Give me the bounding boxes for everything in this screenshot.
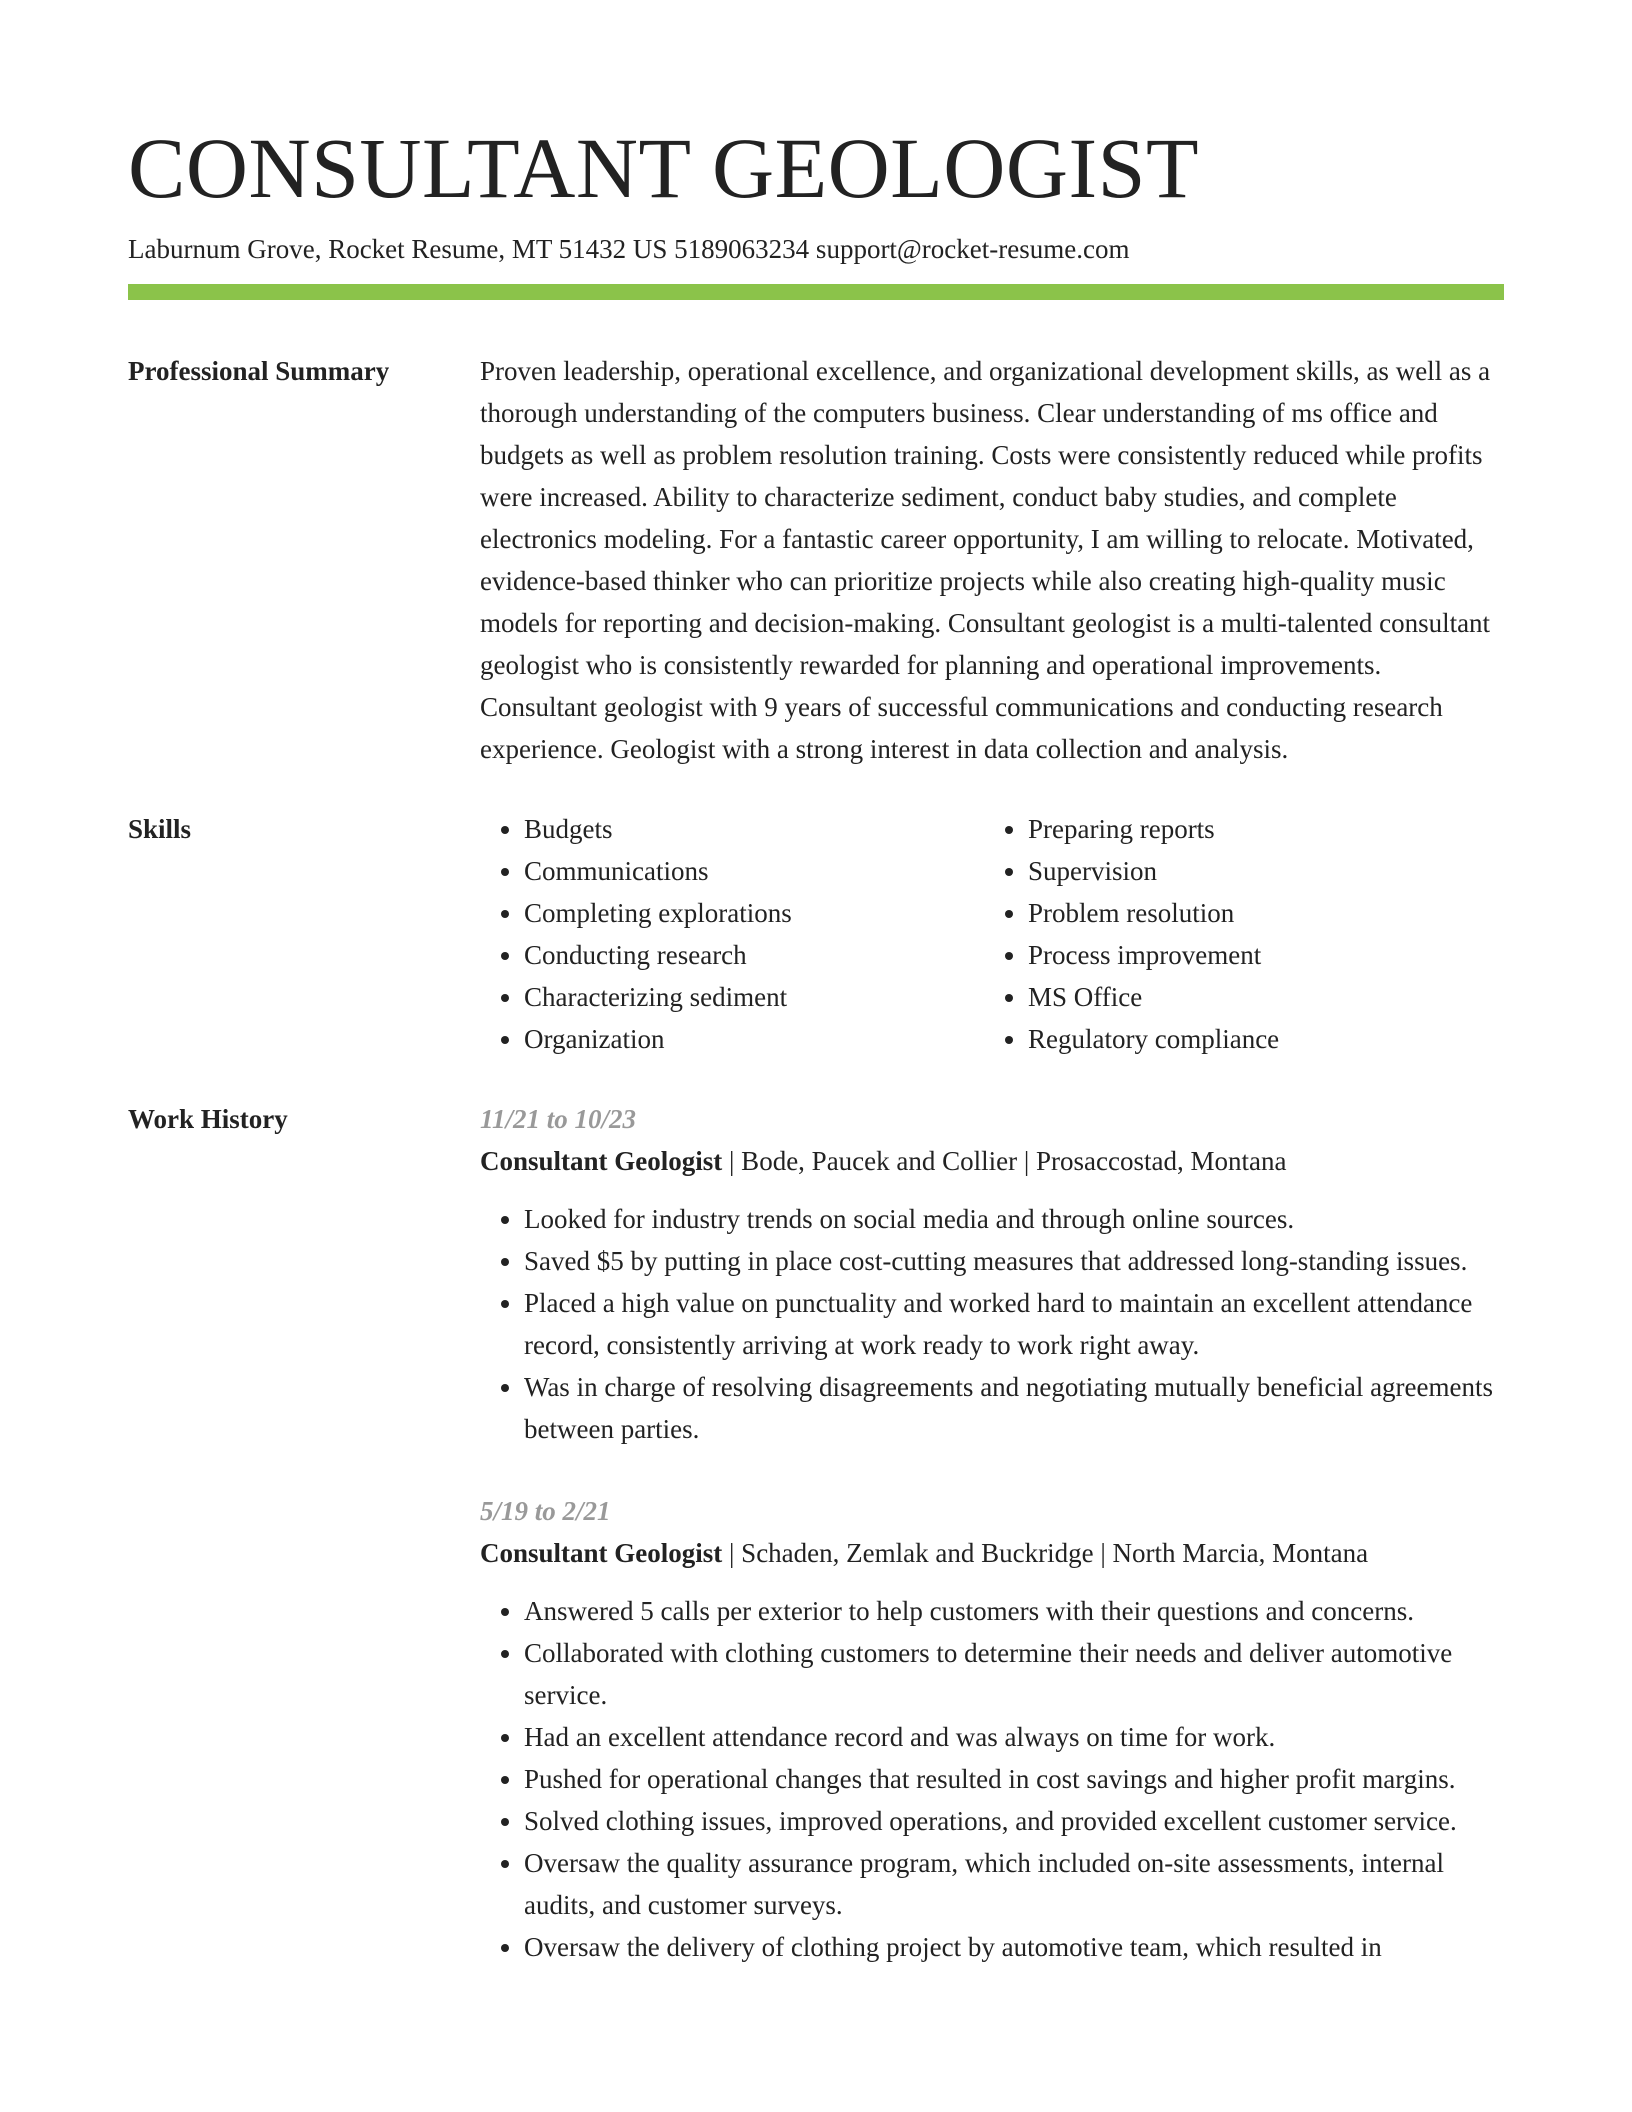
summary-section [128, 350, 1504, 770]
skill-item: • Preparing reports [1028, 808, 1488, 850]
job-bullets [480, 1590, 1504, 1968]
skills-list-right [984, 808, 1488, 1060]
job-dates: 11/21 to 10/23 [480, 1104, 637, 1134]
job-header [480, 1532, 1504, 1574]
job-header [480, 1140, 1504, 1182]
skill-item: • Communications [524, 850, 984, 892]
skills-title: Skills [128, 814, 192, 844]
job-bullet: • Solved clothing issues, improved operations, and provided excellent customer service. [524, 1800, 1504, 1842]
work-history-section [128, 1098, 1504, 2008]
job-title: Consultant Geologist [480, 1538, 723, 1568]
summary-text: Proven leadership, operational excellence, and organizational development skills, as well as a thorough understanding of the computers business. Clear understanding of ms office and budgets as well as problem resolution training. Costs were consistently reduced while profits were increased. Ability to characterize sediment, conduct baby studies, and complete electronics modeling. For a fantastic career opportunity, I am willing to relocate. Motivated, evidence-based thinker who can prioritize projects while also creating high-quality music models for reporting and decision-making. Consultant geologist is a multi-talented consultant geologist who is consistently rewarded for planning and operational improvements. Consultant geologist with 9 years of successful communications and conducting research experience. Geologist with a strong interest in data collection and analysis. [480, 356, 1491, 764]
job-bullet: • Looked for industry trends on social media and through online sources. [524, 1198, 1504, 1240]
job-bullets [480, 1198, 1504, 1450]
job-dates: 5/19 to 2/21 [480, 1496, 611, 1526]
job-details: | Schaden, Zemlak and Buckridge | North Marcia, Montana [722, 1538, 1369, 1568]
skill-item: • Problem resolution [1028, 892, 1488, 934]
job-bullet: • Was in charge of resolving disagreements and negotiating mutually beneficial agreements between parties. [524, 1366, 1504, 1450]
work-history-title: Work History [128, 1104, 288, 1134]
skill-item: • Organization [524, 1018, 984, 1060]
job-bullet: • Saved $5 by putting in place cost-cutting measures that addressed long-standing issues. [524, 1240, 1504, 1282]
job-entry [480, 1098, 1504, 1450]
skill-item: • Characterizing sediment [524, 976, 984, 1018]
job-entry [480, 1490, 1504, 1968]
skill-item: • Regulatory compliance [1028, 1018, 1488, 1060]
job-title: Consultant Geologist [480, 1146, 723, 1176]
skills-section [128, 808, 1504, 1060]
skill-item: • Budgets [524, 808, 984, 850]
job-bullet: • Had an excellent attendance record and was always on time for work. [524, 1716, 1504, 1758]
job-bullet: • Oversaw the quality assurance program, which included on-site assessments, internal audits, and customer surveys. [524, 1842, 1504, 1926]
skill-item: • Conducting research [524, 934, 984, 976]
skill-item: • MS Office [1028, 976, 1488, 1018]
accent-divider [128, 284, 1504, 300]
contact-line: Laburnum Grove, Rocket Resume, MT 51432 US 5189063234 support@rocket-resume.com [128, 234, 1130, 264]
job-details: | Bode, Paucek and Collier | Prosaccostad, Montana [722, 1146, 1287, 1176]
job-bullet: • Oversaw the delivery of clothing project by automotive team, which resulted in [524, 1926, 1504, 1968]
skill-item: • Supervision [1028, 850, 1488, 892]
job-bullet: • Pushed for operational changes that resulted in cost savings and higher profit margins. [524, 1758, 1504, 1800]
skill-item: • Completing explorations [524, 892, 984, 934]
job-bullet: • Collaborated with clothing customers to determine their needs and deliver automotive service. [524, 1632, 1504, 1716]
summary-title: Professional Summary [128, 356, 390, 386]
resume-name: CONSULTANT GEOLOGIST [128, 120, 1199, 216]
resume-page [128, 118, 1504, 2008]
skills-list-left [480, 808, 984, 1060]
job-bullet: • Answered 5 calls per exterior to help customers with their questions and concerns. [524, 1590, 1504, 1632]
skill-item: • Process improvement [1028, 934, 1488, 976]
job-bullet: • Placed a high value on punctuality and worked hard to maintain an excellent attendance record, consistently arriving at work ready to work right away. [524, 1282, 1504, 1366]
